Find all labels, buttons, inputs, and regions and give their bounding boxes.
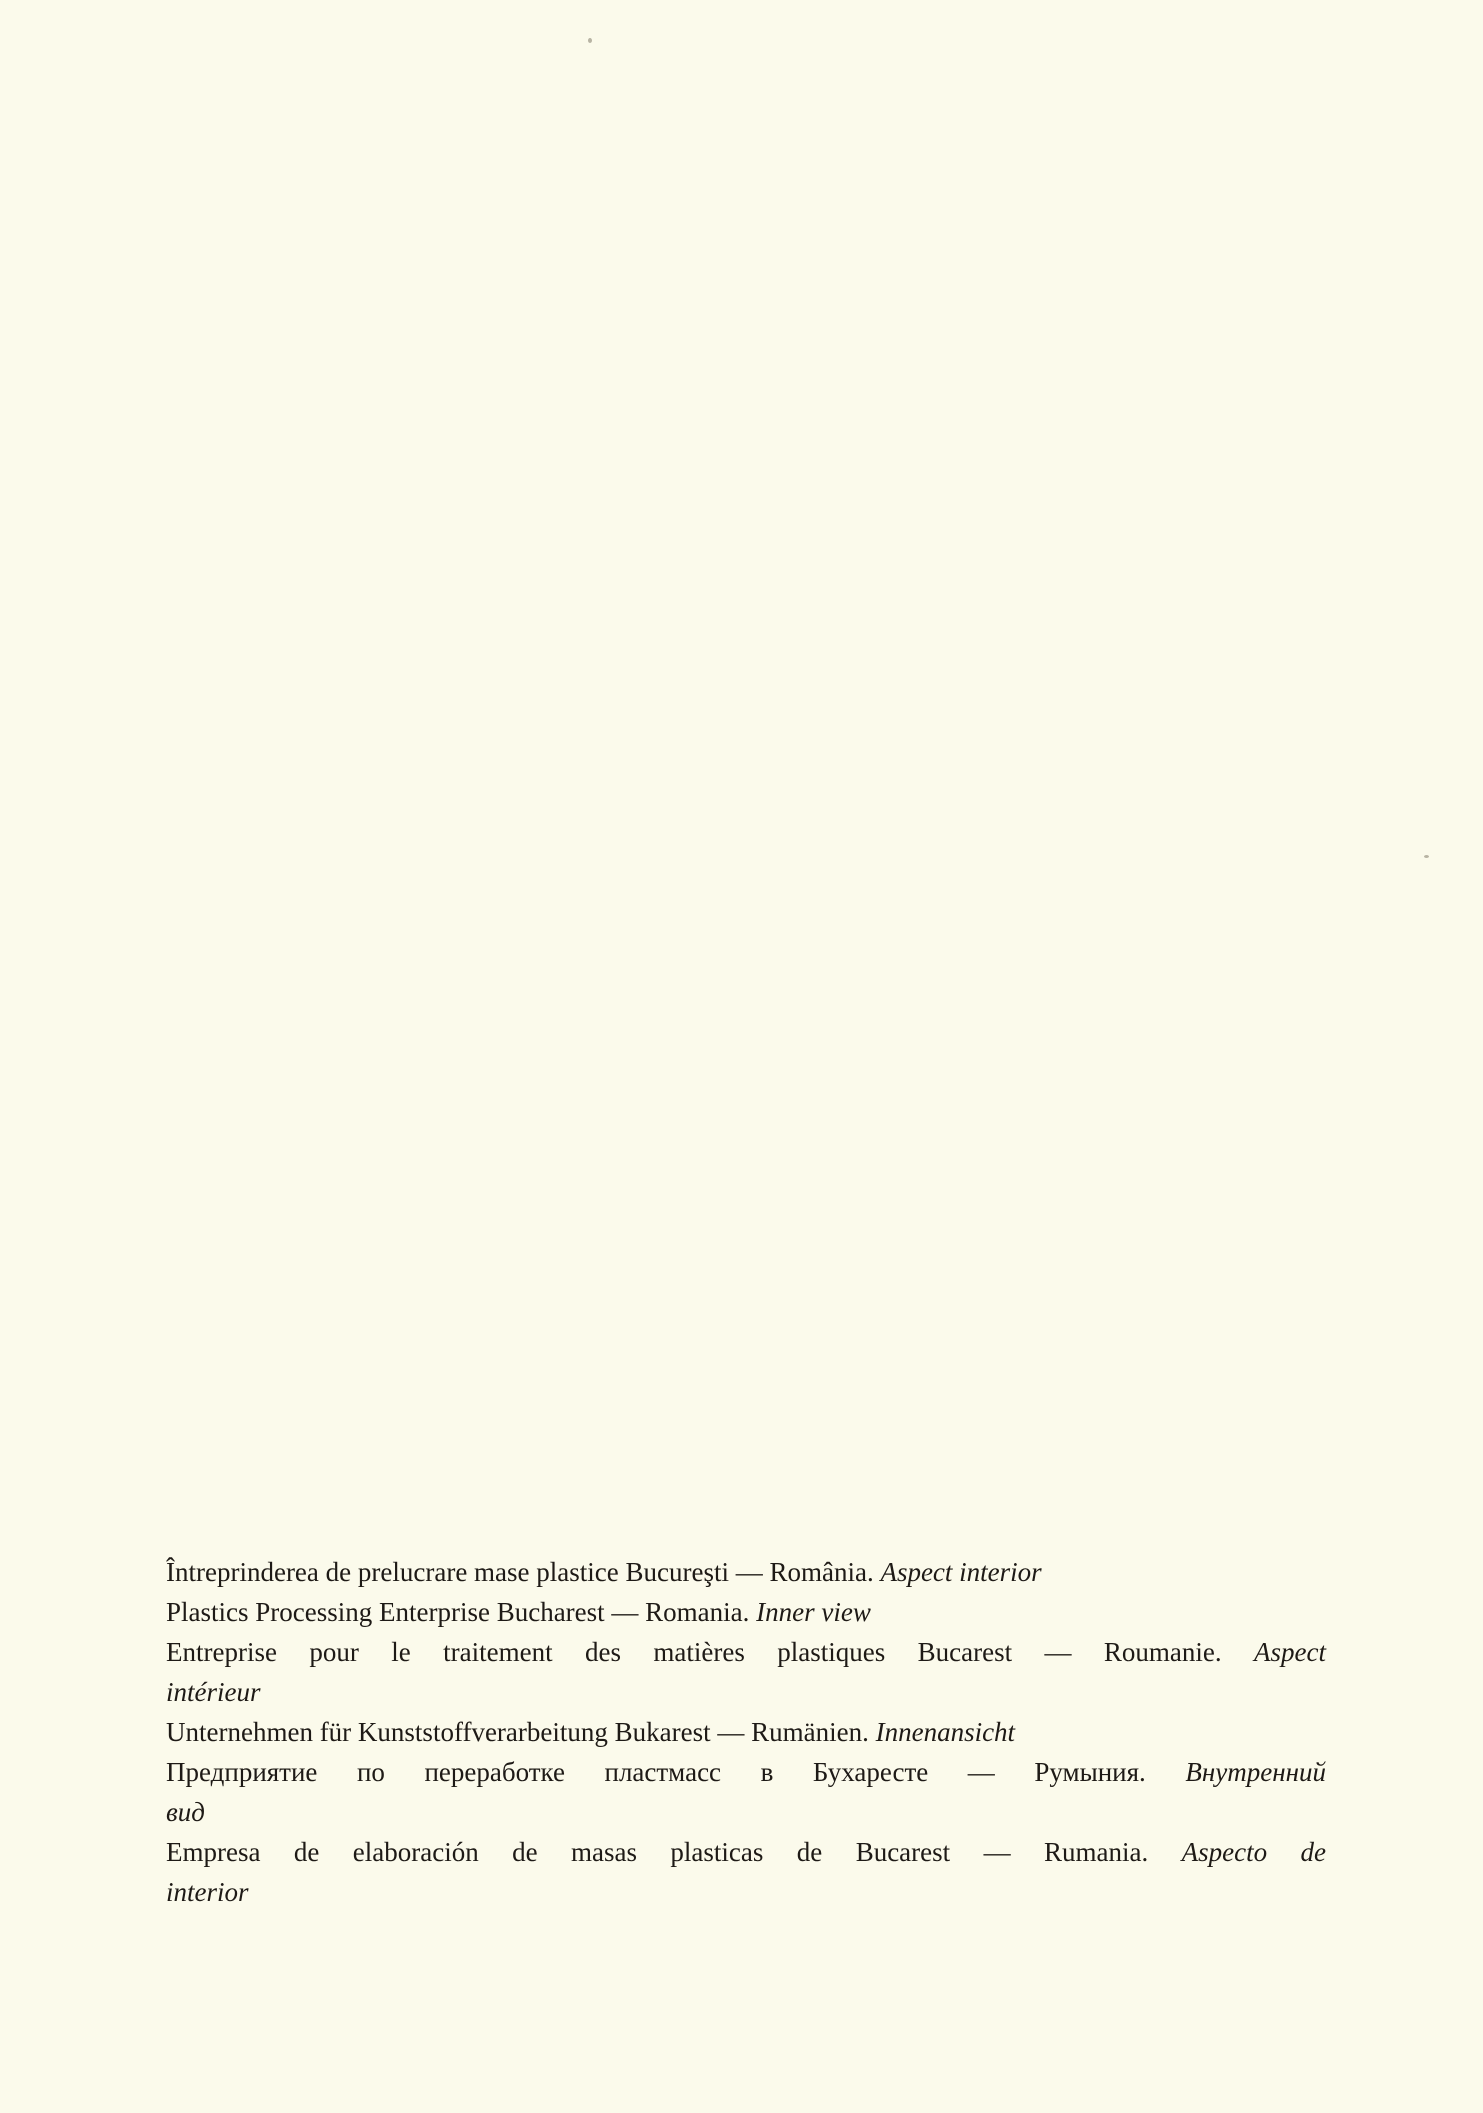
caption-text: Empresa de elaboración de masas plasticas de Bucarest — Rumania.: [166, 1837, 1182, 1867]
caption-line-russian-cont: [166, 1792, 1326, 1832]
caption-italic-text: Aspecto de: [1181, 1837, 1326, 1867]
caption-line-german: [166, 1712, 1326, 1752]
caption-italic-text: interior: [166, 1877, 249, 1907]
caption-text: Unternehmen für Kunststoffverarbeitung Bukarest — Rumänien.: [166, 1717, 876, 1747]
caption-line-english: [166, 1592, 1326, 1632]
multilingual-caption: [166, 1552, 1326, 1912]
caption-italic-text: intérieur: [166, 1677, 261, 1707]
caption-line-spanish-cont: [166, 1872, 1326, 1912]
caption-italic-text: Aspect interior: [880, 1557, 1042, 1587]
paper-speck: [1424, 855, 1429, 858]
caption-italic-text: Aspect: [1254, 1637, 1326, 1667]
caption-text: Предприятие по переработке пластмасс в Бухаресте — Румыния.: [166, 1757, 1186, 1787]
caption-line-french: [166, 1632, 1326, 1672]
caption-text: Întreprinderea de prelucrare mase plastice Bucureşti — România.: [166, 1557, 881, 1587]
caption-text: Plastics Processing Enterprise Bucharest — Romania.: [166, 1597, 757, 1627]
caption-italic-text: Внутренний: [1185, 1757, 1326, 1787]
caption-italic-text: Innenansicht: [875, 1717, 1016, 1747]
caption-line-russian: [166, 1752, 1326, 1792]
caption-italic-text: Inner view: [756, 1597, 871, 1627]
paper-speck: [588, 38, 592, 43]
caption-italic-text: вид: [166, 1797, 205, 1827]
caption-text: Entreprise pour le traitement des matières plastiques Bucarest — Roumanie.: [166, 1637, 1255, 1667]
caption-line-spanish: [166, 1832, 1326, 1872]
caption-line-romanian: [166, 1552, 1326, 1592]
caption-line-french-cont: [166, 1672, 1326, 1712]
